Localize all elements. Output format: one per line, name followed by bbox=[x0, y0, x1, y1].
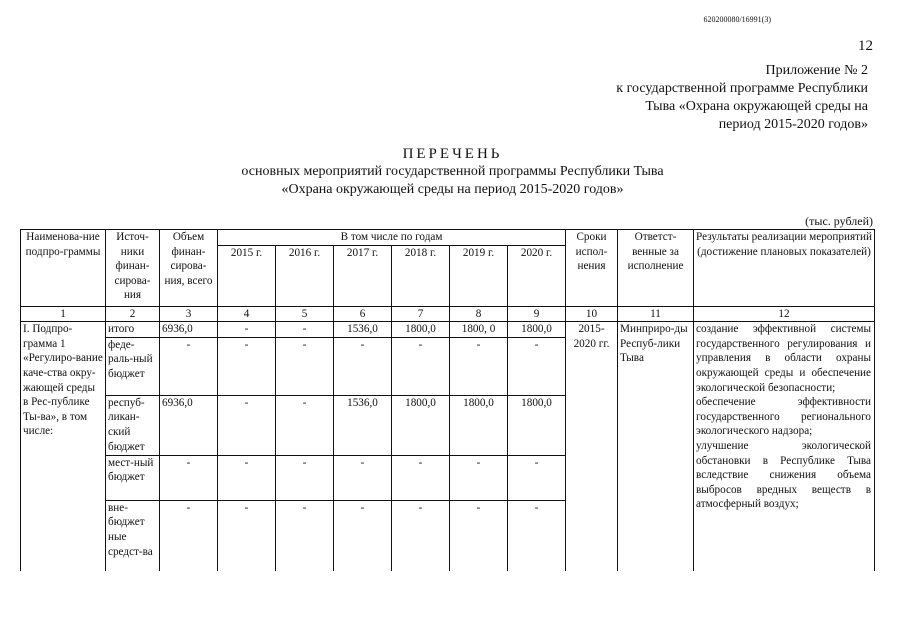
year-value: - bbox=[276, 322, 334, 338]
funding-volume: - bbox=[160, 455, 218, 500]
document-subtitle-program: «Охрана окружающей среды на период 2015-2020 годов» bbox=[281, 182, 624, 197]
col-number: 7 bbox=[392, 306, 450, 322]
col-number: 3 bbox=[160, 306, 218, 322]
appendix-line: период 2015-2020 годов» bbox=[718, 117, 868, 132]
measures-table bbox=[20, 229, 875, 576]
col-number: 10 bbox=[566, 306, 618, 322]
header-responsible: Ответст-венные за исполнение bbox=[618, 230, 694, 307]
funding-source: вне-бюджет ные средст-ва bbox=[106, 500, 160, 575]
year-value: - bbox=[334, 500, 392, 575]
header-year: 2019 г. bbox=[450, 245, 508, 306]
year-value: - bbox=[508, 455, 566, 500]
year-value: 1800,0 bbox=[508, 322, 566, 338]
year-value: - bbox=[508, 337, 566, 395]
document-code: 620200080/16991(3) bbox=[703, 15, 771, 24]
header-deadline: Сроки испол-нения bbox=[566, 230, 618, 307]
year-value: - bbox=[334, 337, 392, 395]
year-value: - bbox=[392, 500, 450, 575]
col-number: 2 bbox=[106, 306, 160, 322]
deadline-cell: 2015-2020 гг. bbox=[566, 322, 618, 576]
col-number: 9 bbox=[508, 306, 566, 322]
appendix-line: Приложение № 2 bbox=[765, 63, 868, 78]
col-number: 4 bbox=[218, 306, 276, 322]
year-value: - bbox=[334, 455, 392, 500]
year-value: - bbox=[218, 395, 276, 455]
header-year: 2018 г. bbox=[392, 245, 450, 306]
page-bottom-margin bbox=[0, 571, 905, 640]
year-value: - bbox=[450, 337, 508, 395]
header-year: 2016 г. bbox=[276, 245, 334, 306]
year-value: - bbox=[218, 337, 276, 395]
year-value: - bbox=[450, 500, 508, 575]
document-subtitle: основных мероприятий государственной программы Республики Тыва bbox=[241, 164, 664, 179]
year-value: - bbox=[276, 337, 334, 395]
result-item: создание эффективной системы государственного регулирования и управления в области охраны окружающей среды и обеспечение экологической безопасности; bbox=[696, 323, 872, 394]
year-value: - bbox=[276, 455, 334, 500]
year-value: 1536,0 bbox=[334, 395, 392, 455]
page-number: 12 bbox=[858, 38, 873, 54]
col-number: 8 bbox=[450, 306, 508, 322]
header-name: Наименова-ние подпро-граммы bbox=[21, 230, 106, 307]
result-item: обеспечение эффективности государственного регионального экологического надзора; bbox=[696, 396, 872, 438]
header-volume: Объем финан-сирова-ния, всего bbox=[160, 230, 218, 307]
funding-source: феде-раль-ный бюджет bbox=[106, 337, 160, 395]
funding-source: итого bbox=[106, 322, 160, 338]
units-label: (тыс. рублей) bbox=[805, 214, 873, 228]
col-number: 12 bbox=[694, 306, 875, 322]
funding-volume: - bbox=[160, 500, 218, 575]
year-value: 1800,0 bbox=[508, 395, 566, 455]
year-value: - bbox=[392, 455, 450, 500]
appendix-note bbox=[548, 62, 868, 134]
year-value: - bbox=[392, 337, 450, 395]
header-year: 2015 г. bbox=[218, 245, 276, 306]
results-cell bbox=[694, 322, 875, 576]
col-number: 6 bbox=[334, 306, 392, 322]
year-value: 1800,0 bbox=[450, 395, 508, 455]
col-number: 5 bbox=[276, 306, 334, 322]
year-value: 1800,0 bbox=[392, 395, 450, 455]
col-number: 1 bbox=[21, 306, 106, 322]
funding-volume: 6936,0 bbox=[160, 322, 218, 338]
header-source: Источ-ники финан-сирова-ния bbox=[106, 230, 160, 307]
year-value: - bbox=[508, 500, 566, 575]
year-value: 1536,0 bbox=[334, 322, 392, 338]
year-value: 1800,0 bbox=[392, 322, 450, 338]
year-value: - bbox=[218, 455, 276, 500]
appendix-line: Тыва «Охрана окружающей среды на bbox=[645, 99, 868, 114]
funding-volume: 6936,0 bbox=[160, 395, 218, 455]
responsible-cell: Минприро-ды Респуб-лики Тыва bbox=[618, 322, 694, 576]
document-title: ПЕРЕЧЕНЬ bbox=[402, 146, 503, 162]
header-year: 2017 г. bbox=[334, 245, 392, 306]
table-row bbox=[21, 322, 875, 338]
year-value: - bbox=[218, 500, 276, 575]
year-value: - bbox=[276, 500, 334, 575]
subprogram-name: I. Подпро-грамма 1 «Регулиро-вание каче-ства окру-жающей среды в Рес-публике Ты-ва», в том числе: bbox=[21, 322, 106, 576]
header-by-years: В том числе по годам bbox=[218, 230, 566, 246]
funding-source: респуб-ликан-ский бюджет bbox=[106, 395, 160, 455]
year-value: - bbox=[276, 395, 334, 455]
header-results: Результаты реализации мероприятий (достижение плановых показателей) bbox=[694, 230, 875, 307]
header-year: 2020 г. bbox=[508, 245, 566, 306]
year-value: - bbox=[450, 455, 508, 500]
appendix-line: к государственной программе Республики bbox=[616, 81, 868, 96]
funding-source: мест-ный бюджет bbox=[106, 455, 160, 500]
col-number: 11 bbox=[618, 306, 694, 322]
year-value: - bbox=[218, 322, 276, 338]
result-item: улучшение экологической обстановки в Республике Тыва вследствие снижения объема выбросов вредных веществ в атмосферный воздух; bbox=[696, 439, 872, 511]
funding-volume: - bbox=[160, 337, 218, 395]
year-value: 1800, 0 bbox=[450, 322, 508, 338]
